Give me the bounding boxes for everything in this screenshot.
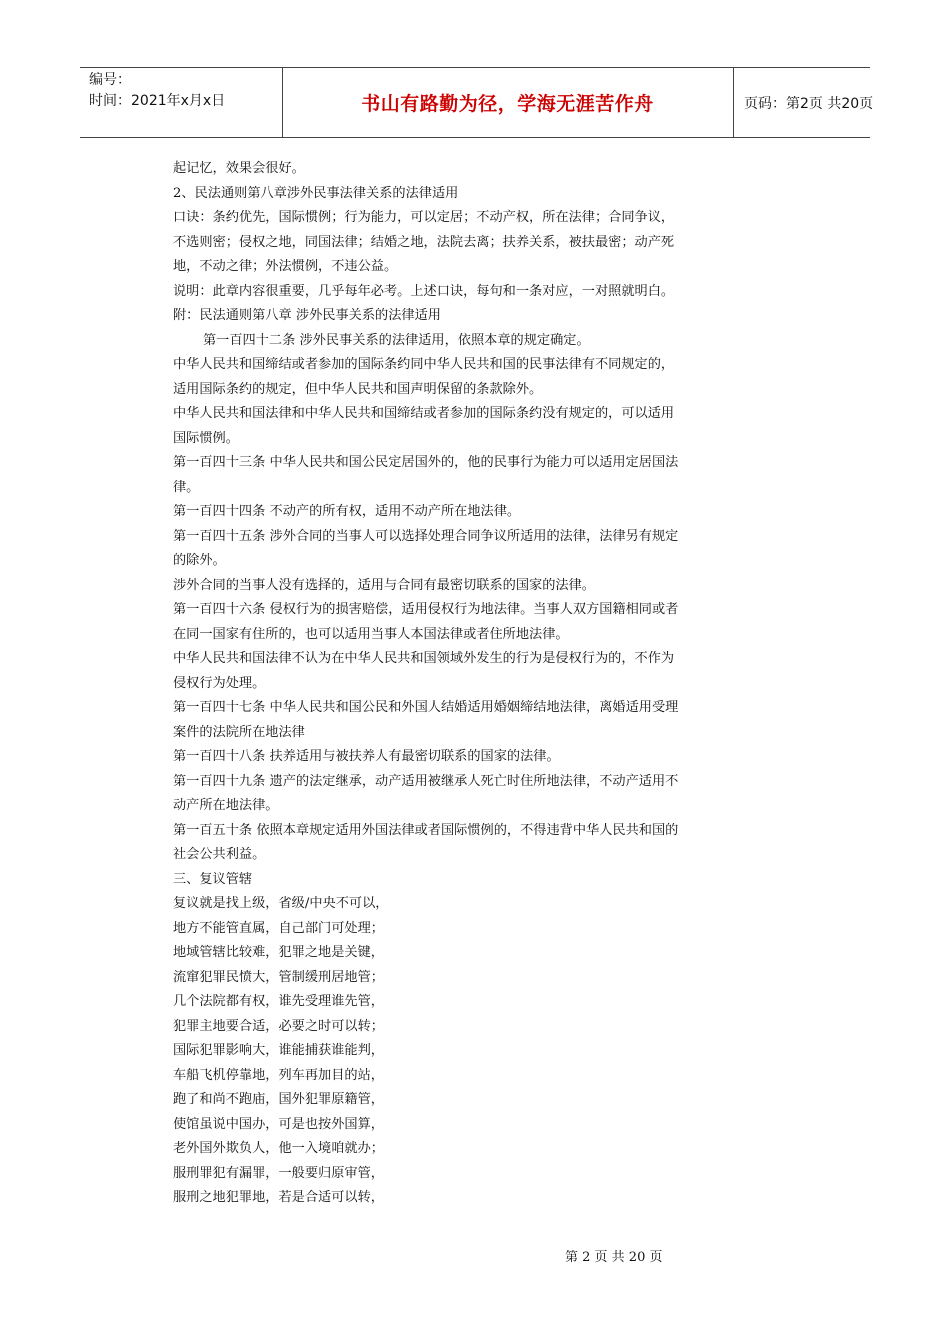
body-line: 使馆虽说中国办，可是也按外国算，: [173, 1116, 384, 1132]
body-line: 第一百五十条 依照本章规定适用外国法律或者国际惯例的，不得违背中华人民共和国的: [173, 822, 679, 838]
body-line: 地域管辖比较难，犯罪之地是关键，: [173, 945, 384, 960]
body-line: 的除外。: [173, 553, 226, 568]
body-line: 车船飞机停靠地，列车再加目的站，: [173, 1067, 384, 1083]
body-line: 地，不动之律；外法惯例，不违公益。: [173, 259, 398, 274]
document-time-label: 时间：2021年x月x日: [89, 93, 226, 109]
body-line: 老外国外欺负人，他一入境咱就办；: [173, 1141, 384, 1156]
body-line: 在同一国家有住所的，也可以适用当事人本国法律或者住所地法律。: [173, 626, 569, 642]
header-page-info: 页码：第2页 共20页: [744, 95, 874, 112]
body-line: 不选则密；侵权之地，同国法律；结婚之地，法院去离；扶养关系，被扶最密；动产死: [173, 234, 675, 250]
body-line: 复议就是找上级，省级/中央不可以，: [173, 896, 389, 911]
header-meta-cell: [80, 68, 283, 137]
body-line: 口诀：条约优先，国际惯例；行为能力，可以定居；不动产权，所在法律；合同争议，: [173, 210, 675, 225]
body-line: 第一百四十四条 不动产的所有权，适用不动产所在地法律。: [173, 504, 521, 519]
page-footer: 第 2 页 共 20 页: [565, 1250, 663, 1265]
body-line: 第一百四十三条 中华人民共和国公民定居国外的，他的民事行为能力可以适用定居国法: [173, 455, 679, 470]
body-line: 犯罪主地要合适，必要之时可以转；: [173, 1018, 384, 1034]
body-line: 起记忆，效果会很好。: [173, 161, 305, 176]
body-line: 律。: [173, 479, 200, 495]
body-line: 第一百四十五条 涉外合同的当事人可以选择处理合同争议所适用的法律，法律另有规定: [173, 528, 679, 544]
body-line: 几个法院都有权，谁先受理谁先管，: [173, 994, 384, 1009]
header-motto-cell: [282, 68, 734, 137]
body-line: 附：民法通则第八章 涉外民事关系的法律适用: [173, 308, 441, 323]
body-line: 社会公共利益。: [173, 847, 266, 862]
body-line: 案件的法院所在地法律: [173, 724, 305, 740]
body-line: 三、复议管辖: [173, 871, 253, 887]
body-line: 涉外合同的当事人没有选择的，适用与合同有最密切联系的国家的法律。: [173, 577, 595, 593]
body-line: 中华人民共和国法律和中华人民共和国缔结或者参加的国际条约没有规定的，可以适用: [173, 406, 675, 421]
header-page-cell: [734, 68, 874, 137]
body-line: 地方不能管直属，自己部门可处理；: [173, 920, 384, 936]
document-number-label: 编号：: [89, 72, 131, 88]
body-line: 动产所在地法律。: [173, 798, 279, 813]
body-line: 第一百四十七条 中华人民共和国公民和外国人结婚适用婚姻缔结地法律，离婚适用受理: [173, 700, 679, 715]
body-line: 国际犯罪影响大，谁能捕获谁能判，: [173, 1043, 384, 1058]
body-line: 第一百四十六条 侵权行为的损害赔偿，适用侵权行为地法律。当事人双方国籍相同或者: [173, 602, 679, 617]
body-line: 跑了和尚不跑庙，国外犯罪原籍管，: [173, 1092, 384, 1107]
body-line: 国际惯例。: [173, 430, 239, 446]
body-line: 中华人民共和国缔结或者参加的国际条约同中华人民共和国的民事法律有不同规定的，: [173, 357, 675, 372]
body-line: 2、民法通则第八章涉外民事法律关系的法律适用: [173, 185, 459, 201]
body-line: 适用国际条约的规定，但中华人民共和国声明保留的条款除外。: [173, 381, 543, 397]
body-line: 服刑罪犯有漏罪，一般要归原审管，: [173, 1165, 384, 1181]
body-line: 侵权行为处理。: [173, 675, 266, 691]
body-line: 第一百四十八条 扶养适用与被扶养人有最密切联系的国家的法律。: [173, 749, 560, 764]
body-line: 流窜犯罪民愤大，管制缓刑居地管；: [173, 969, 384, 985]
body-line: 说明：此章内容很重要，几乎每年必考。上述口诀，每句和一条对应，一对照就明白。: [173, 283, 675, 299]
body-line: 服刑之地犯罪地，若是合适可以转，: [173, 1190, 384, 1205]
body-line: 中华人民共和国法律不认为在中华人民共和国领域外发生的行为是侵权行为的，不作为: [173, 651, 675, 666]
body-line: 第一百四十二条 涉外民事关系的法律适用，依照本章的规定确定。: [203, 332, 590, 348]
header-motto: 书山有路勤为径，学海无涯苦作舟: [361, 93, 654, 115]
page-header: [80, 67, 874, 138]
document-body: [173, 157, 733, 1211]
body-line: 第一百四十九条 遗产的法定继承，动产适用被继承人死亡时住所地法律，不动产适用不: [173, 773, 679, 789]
